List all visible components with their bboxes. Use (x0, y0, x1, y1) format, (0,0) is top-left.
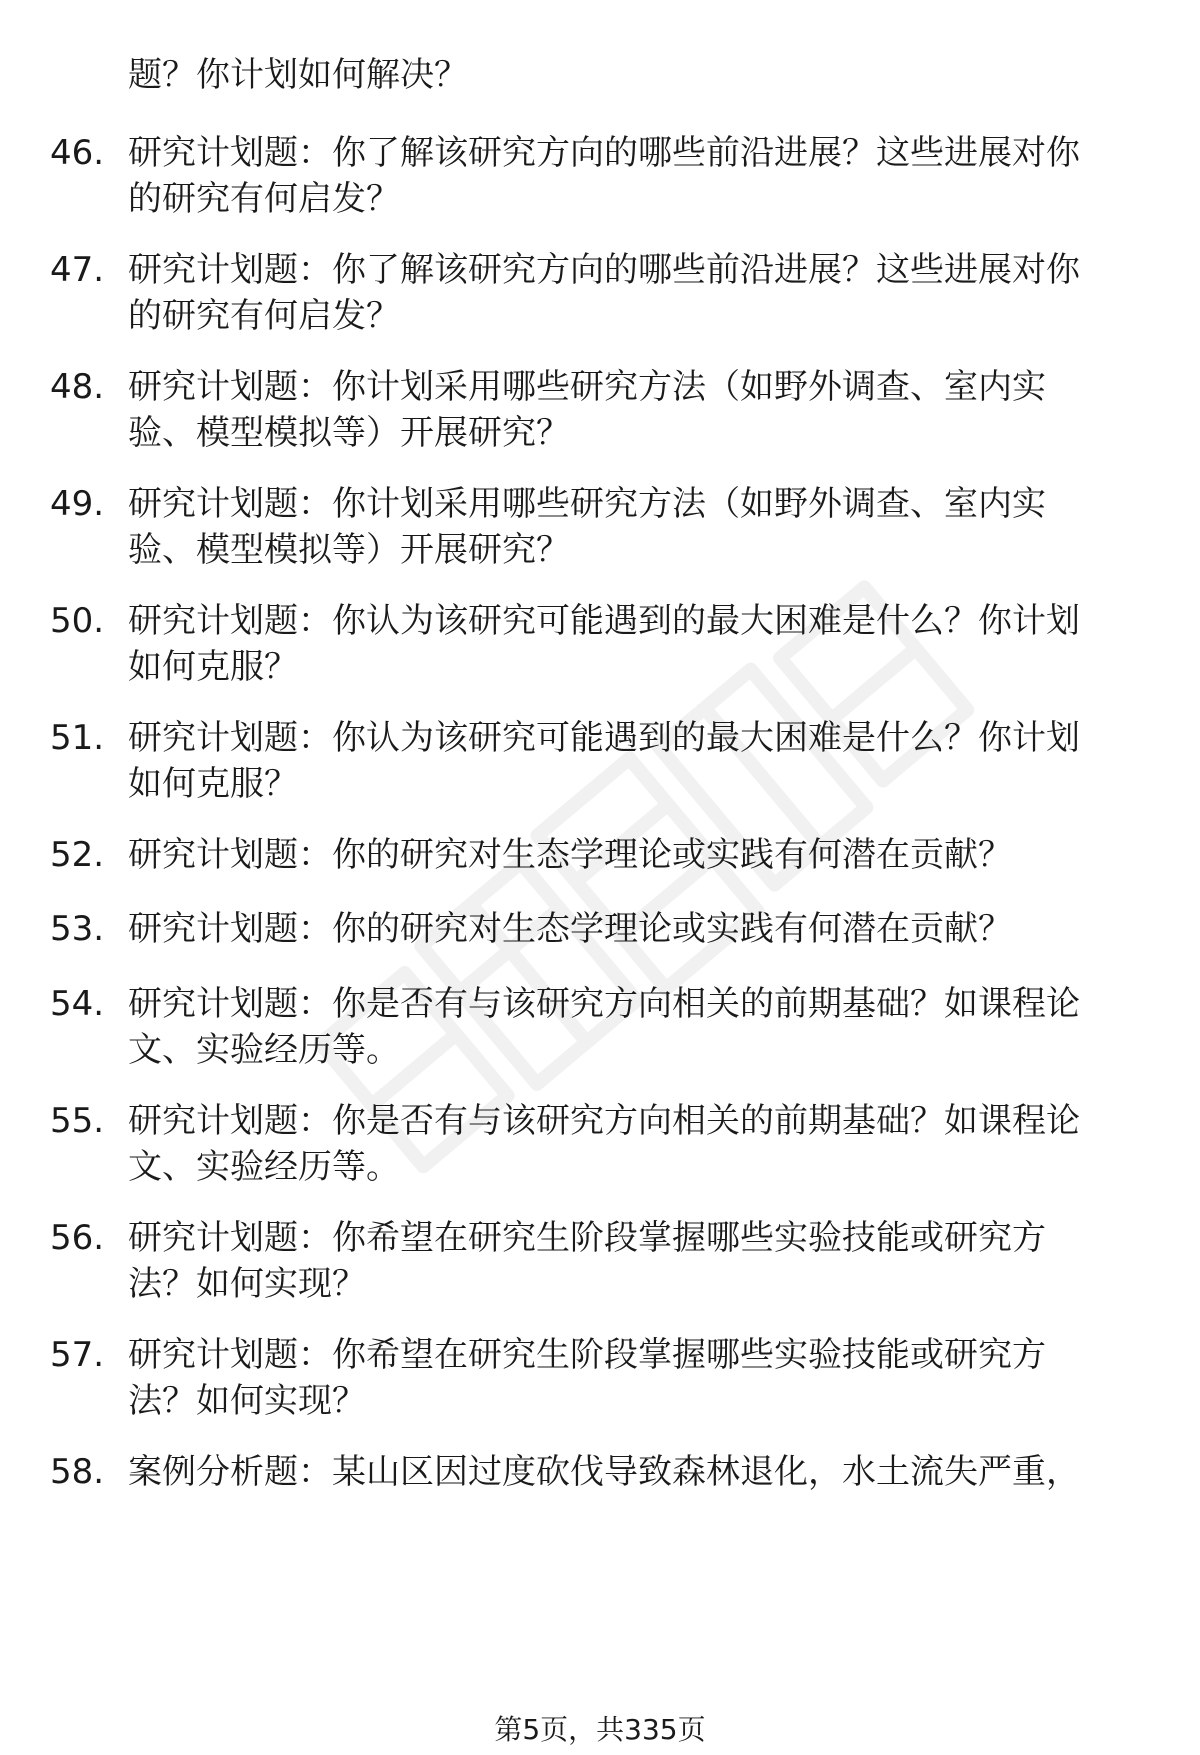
question-number: 51. (50, 718, 105, 758)
question-line: 如何克服？ (128, 647, 298, 687)
question-line: 文、实验经历等。 (128, 1147, 400, 1187)
question-line: 研究计划题：你了解该研究方向的哪些前沿进展？这些进展对你 (128, 250, 1080, 290)
question-line: 研究计划题：你了解该研究方向的哪些前沿进展？这些进展对你 (128, 133, 1080, 173)
question-line: 如何克服？ (128, 764, 298, 804)
page-footer: 第5页，共335页 (494, 1713, 706, 1746)
question-line: 题？你计划如何解决？ (128, 55, 468, 95)
question-line: 研究计划题：你计划采用哪些研究方法（如野外调查、室内实 (128, 367, 1046, 407)
question-line: 验、模型模拟等）开展研究？ (128, 413, 570, 453)
question-line: 的研究有何启发？ (128, 179, 400, 219)
question-number: 49. (50, 484, 105, 524)
question-line: 的研究有何启发？ (128, 296, 400, 336)
question-number: 52. (50, 835, 105, 875)
question-line: 法？如何实现？ (128, 1264, 366, 1304)
question-line: 法？如何实现？ (128, 1381, 366, 1421)
question-number: 50. (50, 601, 105, 641)
question-line: 研究计划题：你是否有与该研究方向相关的前期基础？如课程论 (128, 984, 1080, 1024)
question-number: 58. (50, 1452, 105, 1492)
question-line: 研究计划题：你的研究对生态学理论或实践有何潜在贡献？ (128, 835, 1012, 875)
question-line: 研究计划题：你希望在研究生阶段掌握哪些实验技能或研究方 (128, 1335, 1046, 1375)
question-line: 验、模型模拟等）开展研究？ (128, 530, 570, 570)
question-line: 研究计划题：你希望在研究生阶段掌握哪些实验技能或研究方 (128, 1218, 1046, 1258)
question-line: 案例分析题：某山区因过度砍伐导致森林退化，水土流失严重， (128, 1452, 1080, 1492)
question-line: 文、实验经历等。 (128, 1030, 400, 1070)
question-number: 55. (50, 1101, 105, 1141)
question-number: 46. (50, 133, 105, 173)
question-number: 48. (50, 367, 105, 407)
question-number: 57. (50, 1335, 105, 1375)
question-line: 研究计划题：你认为该研究可能遇到的最大困难是什么？你计划 (128, 601, 1080, 641)
question-line: 研究计划题：你是否有与该研究方向相关的前期基础？如课程论 (128, 1101, 1080, 1141)
question-line: 研究计划题：你的研究对生态学理论或实践有何潜在贡献？ (128, 909, 1012, 949)
question-number: 53. (50, 909, 105, 949)
question-number: 47. (50, 250, 105, 290)
question-line: 研究计划题：你认为该研究可能遇到的最大困难是什么？你计划 (128, 718, 1080, 758)
question-line: 研究计划题：你计划采用哪些研究方法（如野外调查、室内实 (128, 484, 1046, 524)
question-number: 54. (50, 984, 105, 1024)
question-number: 56. (50, 1218, 105, 1258)
